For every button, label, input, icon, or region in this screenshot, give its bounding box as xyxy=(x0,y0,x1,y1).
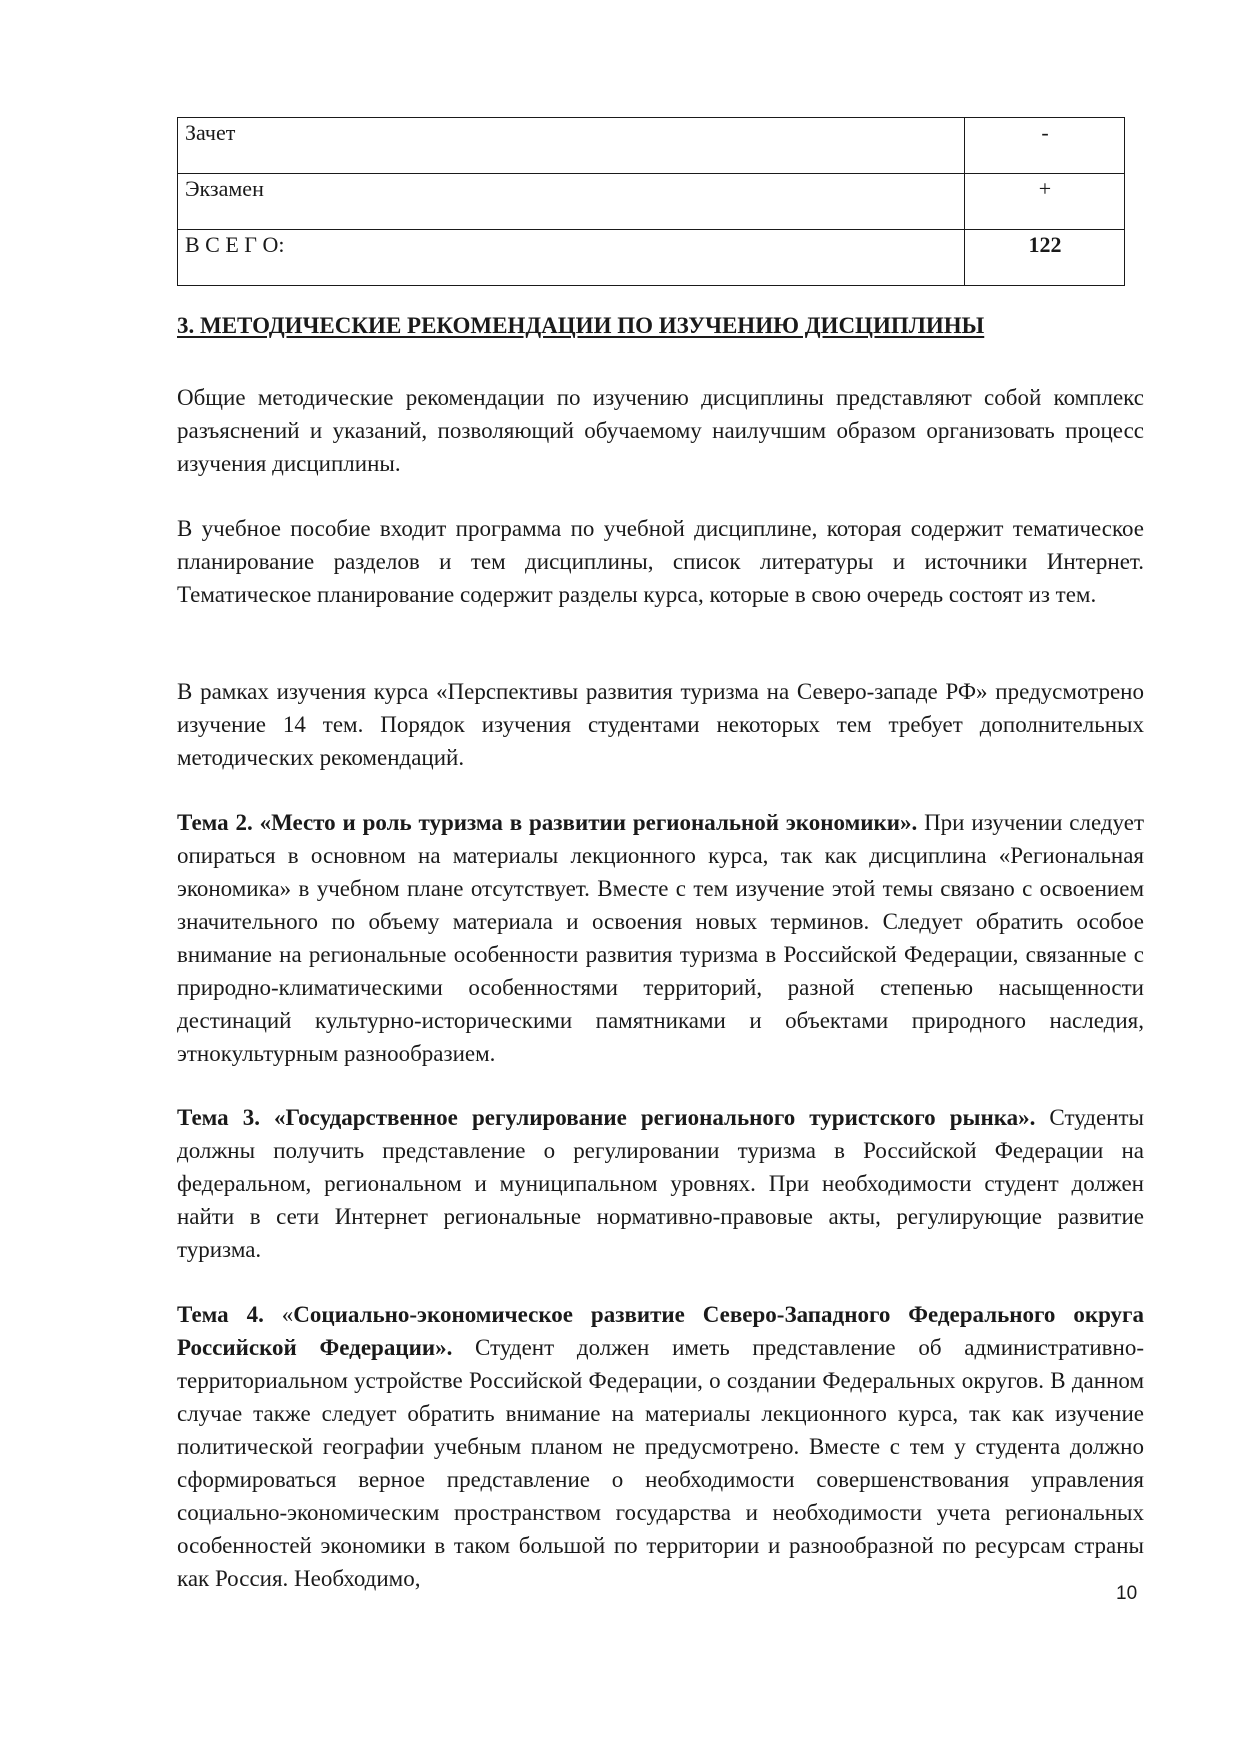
topic-3-text: Студенты должны получить представление о регулировании туризма в Российской Федерации на федеральном, региональном и муниципальном уровнях. При необходимости студент должен найти в сети Интернет региональные нормативно-правовые акты, регулирующие развитие туризма. xyxy=(177,1105,1144,1262)
table-row xyxy=(178,118,1125,174)
paragraph-course-scope: В рамках изучения курса «Перспективы развития туризма на Северо-западе РФ» предусмотрено изучение 14 тем. Порядок изучения студентами некоторых тем требует дополнительных методических рекомендаций. xyxy=(177,679,1144,770)
table-row xyxy=(178,174,1125,230)
table-cell-value: - xyxy=(965,118,1125,174)
page-number: 10 xyxy=(1116,1583,1138,1604)
paragraph-manual: В учебное пособие входит программа по учебной дисциплине, которая содержит тематическое планирование разделов и тем дисциплины, список литературы и источники Интернет. Тематическое планирование содержит разделы курса, которые в свою очередь состоят из тем. xyxy=(177,516,1144,607)
section-title: 3. МЕТОДИЧЕСКИЕ РЕКОМЕНДАЦИИ ПО ИЗУЧЕНИЮ ДИСЦИПЛИНЫ xyxy=(177,313,985,338)
topic-2-paragraph xyxy=(177,806,1144,1070)
topic-4-paragraph xyxy=(177,1298,1144,1595)
topic-4-text: Студент должен иметь представление об административно-территориальном устройстве Российской Федерации, о создании Федеральных округов. В данном случае также следует обратить внимание на материалы лекционного курса, так как изучение политической географии учебным планом не предусмотрено. Вместе с тем у студента должно сформироваться верное представление о необходимости совершенствования управления социально-экономическим пространством государства и необходимости учета региональных особенностей экономики в таком большой по территории и разнообразной по ресурсам страны как Россия. Необходимо, xyxy=(177,1335,1144,1591)
topic-2-title: Тема 2. «Место и роль туризма в развитии региональной экономики». xyxy=(177,810,918,835)
table-row xyxy=(178,230,1125,286)
topic-4-title: Социально-экономическое развитие Северо-Западного Федерального округа Российской Федерации». xyxy=(177,1302,1145,1360)
summary-table xyxy=(177,117,1125,286)
table-cell-label: В С Е Г О: xyxy=(178,230,965,286)
table-cell-label: Зачет xyxy=(178,118,965,174)
topic-4-quote: « xyxy=(263,1302,294,1327)
topic-3-paragraph xyxy=(177,1101,1144,1266)
topic-2-text: При изучении следует опираться в основном на материалы лекционного курса, так как дисциплина «Региональная экономика» в учебном плане отсутствует. Вместе с тем изучение этой темы связано с освоением значительного по объему материала и освоения новых терминов. Следует обратить особое внимание на региональные особенности развития туризма в Российской Федерации, связанные с природно-климатическими особенностями территорий, разной степенью насыщенности дестинаций культурно-историческими памятниками и объектами природного наследия, этнокультурным разнообразием. xyxy=(177,810,1145,1066)
table-cell-value: + xyxy=(965,174,1125,230)
paragraph-intro: Общие методические рекомендации по изучению дисциплины представляют собой комплекс разъяснений и указаний, позволяющий обучаемому наилучшим образом организовать процесс изучения дисциплины. xyxy=(177,385,1144,476)
topic-3-title: Тема 3. «Государственное регулирование регионального туристского рынка». xyxy=(177,1105,1036,1130)
table-cell-total: 122 xyxy=(965,230,1125,286)
table-cell-label: Экзамен xyxy=(178,174,965,230)
topic-4-title-prefix: Тема 4. xyxy=(177,1302,264,1327)
